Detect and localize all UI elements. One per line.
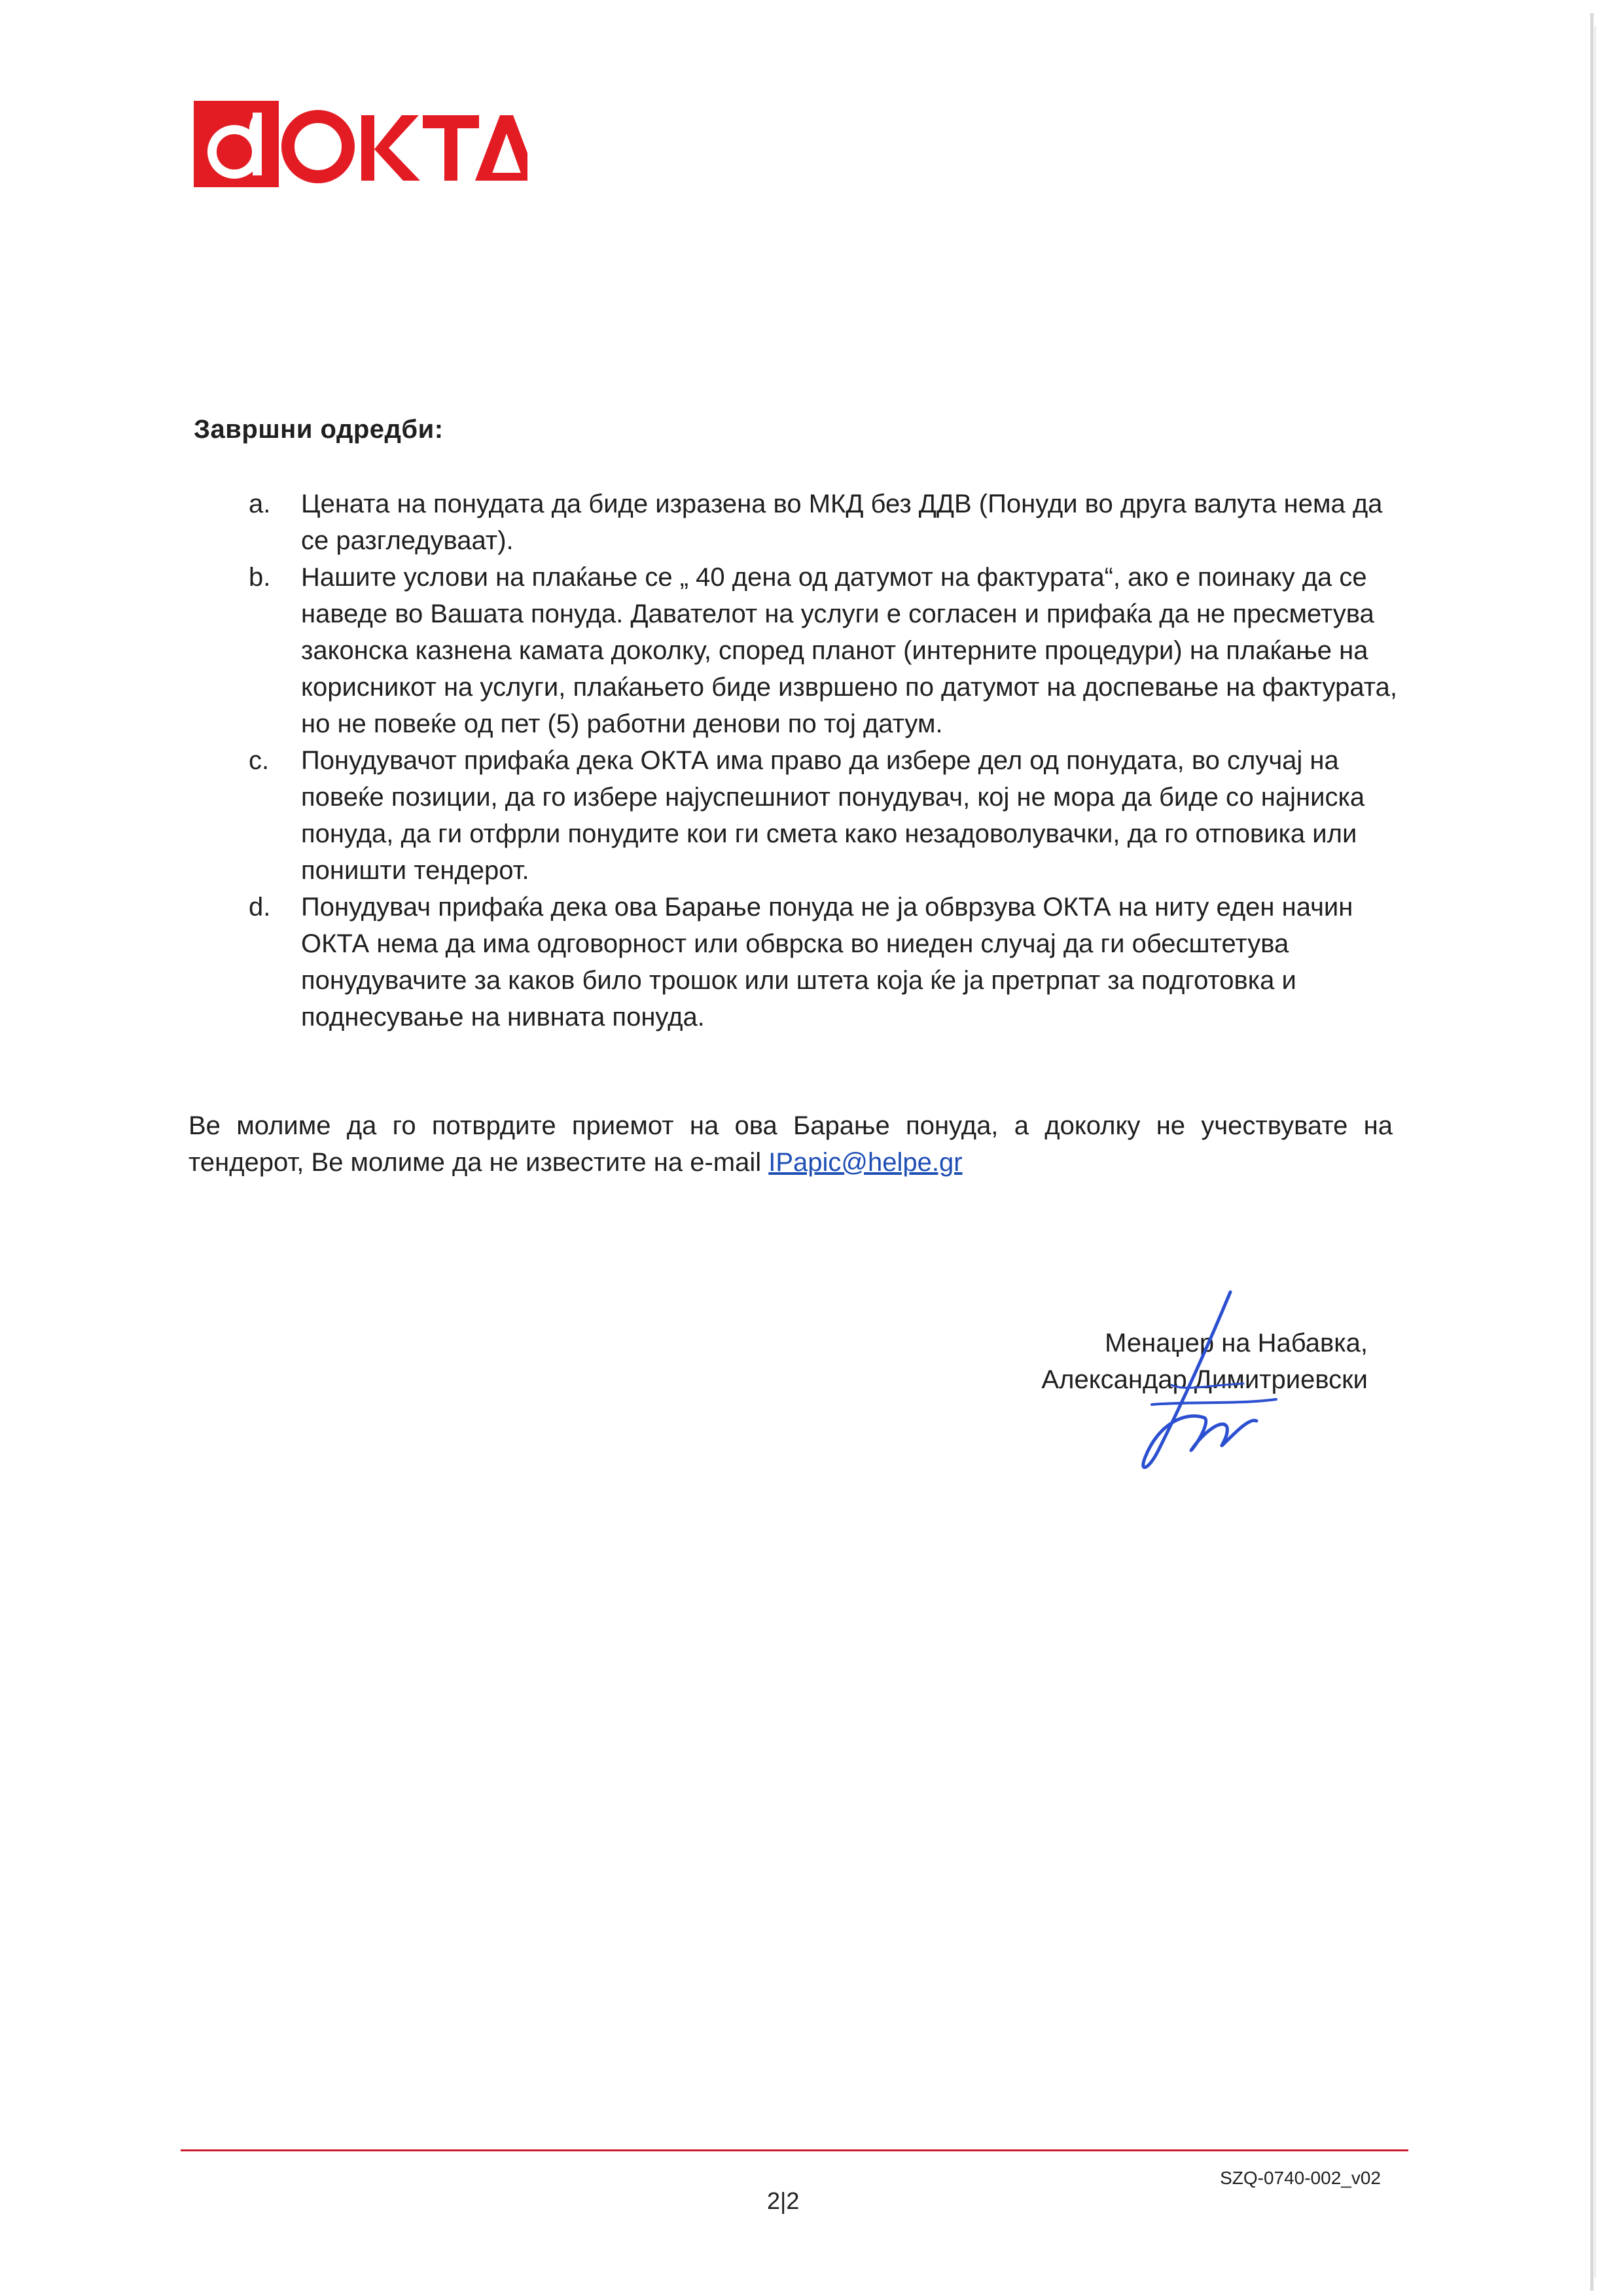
term-letter: a. [249, 490, 271, 518]
term-item-b [249, 559, 1400, 742]
page-number: 2|2 [767, 2187, 800, 2214]
page-edge-shadow [1590, 13, 1594, 2291]
page-edge-highlight [1594, 26, 1596, 2278]
signature-block [1041, 1325, 1368, 1398]
term-text: Понудувач прифаќа дека ова Барање понуда не ја обврзува ОКТА на ниту еден начин ОКТА нема да има одговорност или обврска во ниеден случај да ги обесштетува понудувачите за каков било трошок или штета која ќе ја претрпат за подготовка и поднесување на нивната понуда. [301, 893, 1353, 1031]
signatory-title: Менаџер на Набавка, [1105, 1329, 1368, 1357]
term-item-d [249, 889, 1400, 1035]
closing-paragraph [188, 1107, 1393, 1181]
term-text: Понудувачот прифаќа дека ОКТА има право да избере дел од понудата, во случај на повеќе позиции, да го избере најуспешниот понудувач, кој не мора да биде со најниска понуда, да ги отфрли понудите кои ги смета како незадоволувачки, да го отповика или поништи тендерот. [301, 746, 1365, 885]
closing-text: Ве молиме да го потврдите приемот на ова Барање понуда, а доколку не учествувате на тендерот, Ве молиме да не известите на e-mail [188, 1111, 1393, 1177]
term-item-c [249, 742, 1400, 889]
document-code: SZQ-0740-002_v02 [1220, 2168, 1381, 2188]
signatory-name: Александар Димитриевски [1041, 1365, 1368, 1394]
term-item-a [249, 486, 1400, 559]
email-link[interactable]: IPapic@helpe.gr [768, 1148, 963, 1177]
term-letter: d. [249, 893, 271, 922]
term-letter: c. [249, 746, 270, 775]
term-letter: b. [249, 563, 271, 592]
okta-logo-graphic [194, 101, 527, 187]
footer-rule [181, 2149, 1408, 2151]
terms-list [249, 486, 1400, 1035]
section-heading: Завршни одредби: [194, 415, 444, 444]
term-text: Цената на понудата да биде изразена во МКД без ДДВ (Понуди во друга валута нема да се разгледуваат). [301, 490, 1383, 555]
term-text: Нашите услови на плаќање се „ 40 дена од датумот на фактурата“, ако е поинаку да се наведе во Вашата понуда. Давателот на услуги е согласен и прифаќа да не пресметува законска казнена камата доколку, според планот (интерните процедури) на плаќање на корисникот на услуги, плаќањето биде извршено по датумот на доспевање на фактурата, но не повеќе од пет (5) работни денови по тој датум. [301, 563, 1397, 738]
okta-logo [194, 101, 527, 187]
